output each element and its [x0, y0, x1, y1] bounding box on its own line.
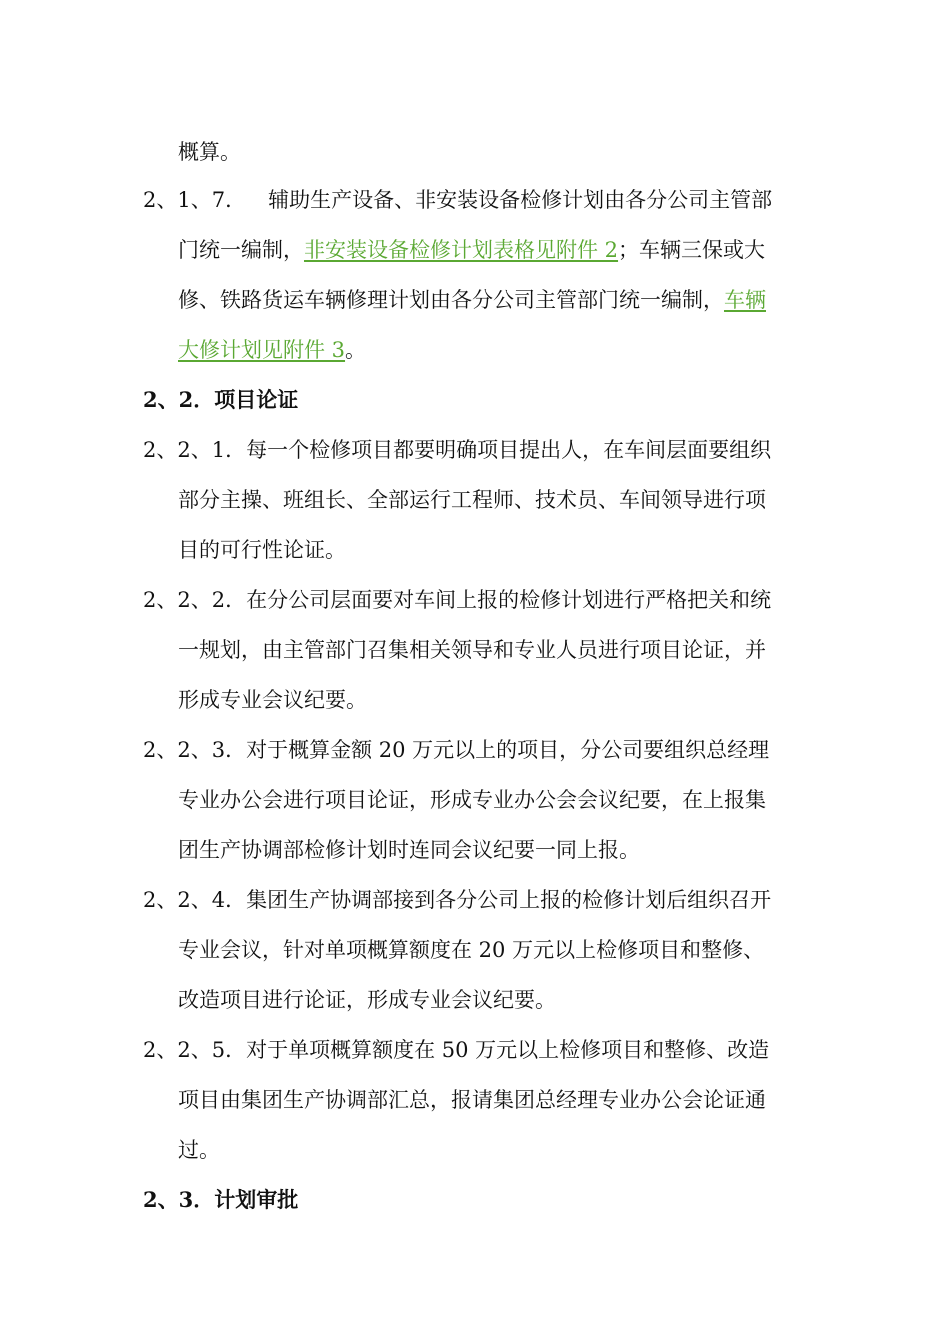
paragraph-text: 在分公司层面要对车间上报的检修计划进行严格把关和统	[246, 588, 772, 612]
paragraph-text: 专业会议，针对单项概算额度在 20 万元以上检修项目和整修、	[178, 938, 765, 962]
paragraph-2-2-5-line-2	[178, 1086, 766, 1114]
item-number: 2、2、5．	[143, 1038, 247, 1062]
paragraph-2-2-1-line-2	[178, 486, 766, 514]
paragraph-text: 团生产协调部检修计划时连同会议纪要一同上报。	[178, 838, 640, 862]
paragraph-2-1-7-line-4	[178, 336, 366, 364]
section-heading-2-3	[143, 1186, 298, 1214]
paragraph-2-2-3-line-3	[178, 836, 640, 864]
paragraph-text: 形成专业会议纪要。	[178, 688, 367, 712]
paragraph-text: 对于概算金额 20 万元以上的项目，分公司要组织总经理	[246, 738, 770, 762]
paragraph-text: 对于单项概算额度在 50 万元以上检修项目和整修、改造	[246, 1038, 770, 1062]
attachment-3-link-part-2[interactable]: 大修计划见附件 3	[178, 338, 346, 362]
paragraph-2-2-4-line-2	[178, 936, 764, 964]
item-number: 2、1、7．	[143, 188, 247, 212]
paragraph-2-2-4-line-3	[178, 986, 556, 1014]
paragraph-text: 门统一编制，	[178, 238, 304, 262]
item-number: 2、2、2．	[143, 588, 247, 612]
paragraph-text: 集团生产协调部接到各分公司上报的检修计划后组织召开	[246, 888, 772, 912]
paragraph-2-1-7-line-2	[178, 236, 765, 264]
paragraph-text: 目的可行性论证。	[178, 538, 346, 562]
item-number: 2、2、1．	[143, 438, 247, 462]
paragraph-2-2-5-line-1	[143, 1036, 769, 1064]
paragraph-text: 项目由集团生产协调部汇总，报请集团总经理专业办公会论证通	[178, 1088, 766, 1112]
paragraph-text: 专业办公会进行项目论证，形成专业办公会会议纪要，在上报集	[178, 788, 766, 812]
attachment-2-link[interactable]: 非安装设备检修计划表格见附件 2	[304, 238, 619, 262]
carry-over-label: 概算。	[178, 140, 241, 164]
paragraph-text: 改造项目进行论证，形成专业会议纪要。	[178, 988, 556, 1012]
paragraph-text: 部分主操、班组长、全部运行工程师、技术员、车间领导进行项	[178, 488, 766, 512]
item-number: 2、2、3．	[143, 738, 247, 762]
paragraph-text: 每一个检修项目都要明确项目提出人，在车间层面要组织	[246, 438, 772, 462]
paragraph-text: ；车辆三保或大	[618, 238, 766, 262]
paragraph-2-2-2-line-2	[178, 636, 766, 664]
paragraph-2-2-2-line-3	[178, 686, 367, 714]
paragraph-2-2-3-line-1	[143, 736, 769, 764]
paragraph-text: 一规划，由主管部门召集相关领导和专业人员进行项目论证，并	[178, 638, 766, 662]
section-heading-2-2	[143, 386, 298, 414]
item-number: 2、2、4．	[143, 888, 247, 912]
paragraph-text: 过。	[178, 1138, 220, 1162]
paragraph-2-1-7-line-1	[143, 186, 772, 214]
paragraph-2-2-3-line-2	[178, 786, 766, 814]
paragraph-2-2-1-line-1	[143, 436, 771, 464]
attachment-3-link-part-1[interactable]: 车辆	[724, 288, 766, 312]
paragraph-2-2-4-line-1	[143, 886, 771, 914]
carry-over-text	[178, 138, 241, 166]
paragraph-2-2-2-line-1	[143, 586, 771, 614]
paragraph-text: 修、铁路货运车辆修理计划由各分公司主管部门统一编制，	[178, 288, 724, 312]
paragraph-2-2-5-line-3	[178, 1136, 220, 1164]
paragraph-text: 辅助生产设备、非安装设备检修计划由各分公司主管部	[268, 188, 773, 212]
paragraph-text: 。	[345, 338, 367, 362]
section-heading-label: 2、2．项目论证	[143, 387, 299, 412]
paragraph-2-1-7-line-3	[178, 286, 766, 314]
paragraph-2-2-1-line-3	[178, 536, 346, 564]
section-heading-label: 2、3．计划审批	[143, 1187, 299, 1212]
